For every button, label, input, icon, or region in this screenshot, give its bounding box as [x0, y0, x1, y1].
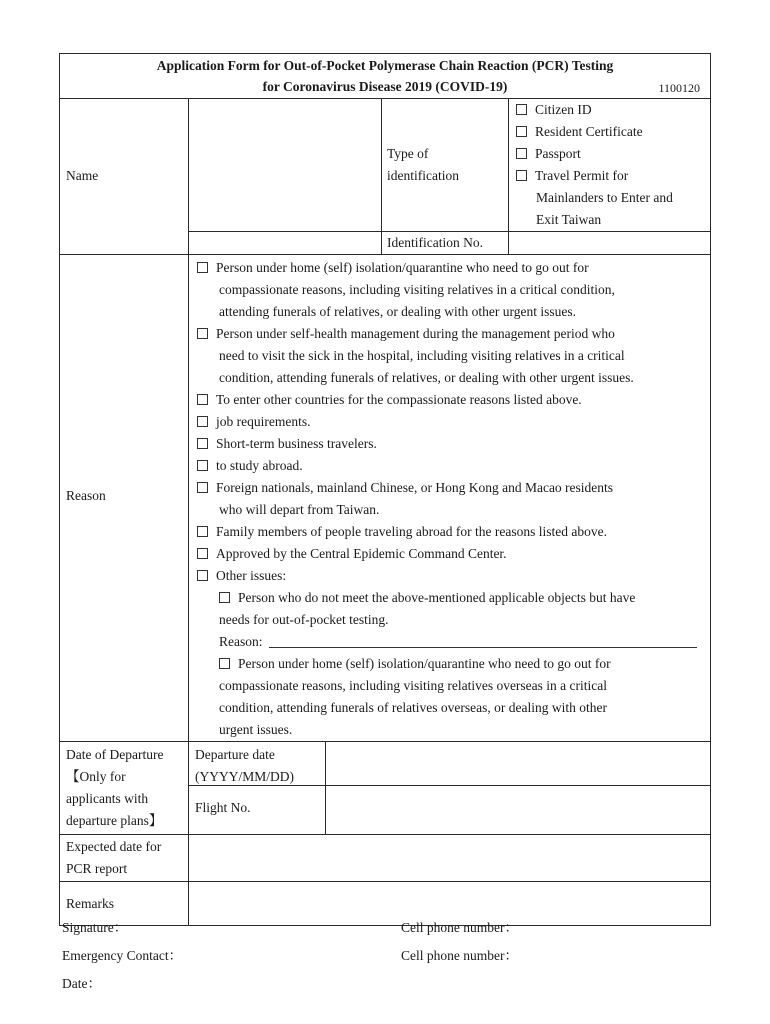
id-option-travel-permit[interactable]: Travel Permit for: [516, 165, 704, 187]
id-type-label: [381, 99, 508, 231]
checkbox[interactable]: [516, 170, 527, 181]
id-no-field[interactable]: [508, 232, 710, 254]
id-type-label-line1: Type of: [387, 146, 429, 161]
reason-text: To enter other countries for the compassionate reasons listed above.: [216, 392, 582, 407]
remarks-row: [60, 881, 710, 925]
reason-text: Person under home (self) isolation/quarantine who need to go out for: [216, 260, 589, 275]
pcr-application-form: [59, 53, 711, 926]
reason-line[interactable]: [197, 433, 702, 455]
expected-row: [60, 834, 710, 881]
signature-label: Signature：: [62, 920, 128, 935]
title-row: [60, 54, 710, 98]
id-option-passport[interactable]: Passport: [516, 143, 704, 165]
id-option-travel-permit-cont1: Mainlanders to Enter and: [536, 190, 673, 205]
reason-text: Person under home (self) isolation/quarantine who need to go out for: [238, 656, 611, 671]
reason-text: need to visit the sick in the hospital, including visiting relatives in a critical: [219, 348, 625, 363]
form-number: 1100120: [658, 81, 700, 95]
reason-line: [197, 697, 702, 719]
checkbox[interactable]: [197, 394, 208, 405]
name-label: Name: [66, 168, 99, 183]
reason-text: attending funerals of relatives, or dealing with other urgent issues.: [219, 304, 577, 319]
reason-line[interactable]: [197, 521, 702, 543]
reason-text: who will depart from Taiwan.: [219, 502, 380, 517]
reason-line: [197, 345, 702, 367]
checkbox[interactable]: [197, 262, 208, 273]
reason-text: condition, attending funerals of relatives overseas, or dealing with other: [219, 700, 608, 715]
form-title-line2: for Coronavirus Disease 2019 (COVID-19): [262, 79, 508, 94]
checkbox[interactable]: [219, 592, 230, 603]
flight-no-field[interactable]: [326, 785, 710, 830]
reason-text: job requirements.: [216, 414, 311, 429]
checkbox[interactable]: [516, 126, 527, 137]
checkbox[interactable]: [219, 658, 230, 669]
checkbox[interactable]: [197, 482, 208, 493]
reason-line: [197, 675, 702, 697]
reason-label: Reason: [66, 488, 106, 503]
reason-line[interactable]: [197, 323, 702, 345]
departure-fields-values: [325, 742, 710, 834]
form-title-line1: Application Form for Out-of-Pocket Polymerase Chain Reaction (PCR) Testing: [156, 58, 614, 73]
departure-label: [60, 742, 188, 834]
reason-text: Person under self-health management during the management period who: [216, 326, 615, 341]
reason-line: [197, 279, 702, 301]
reason-options: [188, 255, 710, 741]
sub-reason-label: Reason:: [219, 634, 263, 649]
expected-date-field[interactable]: [188, 835, 710, 881]
sub-reason-row: [197, 631, 702, 653]
checkbox[interactable]: [197, 526, 208, 537]
reason-text: urgent issues.: [219, 722, 293, 737]
reason-text: needs for out-of-pocket testing.: [219, 612, 389, 627]
cell-phone-label-1: Cell phone number：: [401, 920, 518, 935]
name-field-lower[interactable]: [188, 232, 381, 254]
reason-line: [197, 301, 702, 323]
reason-line: [197, 719, 702, 741]
reason-text: Foreign nationals, mainland Chinese, or Hong Kong and Macao residents: [216, 480, 614, 495]
reason-text: condition, attending funerals of relatives, or dealing with other urgent issues.: [219, 370, 634, 385]
id-no-label: Identification No.: [381, 232, 508, 254]
departure-label-line2: 【Only for: [66, 769, 126, 784]
name-field[interactable]: [188, 99, 381, 231]
id-type-options: [508, 99, 710, 231]
reason-line[interactable]: [197, 411, 702, 433]
departure-label-line4: departure plans】: [66, 813, 163, 828]
id-option-citizen-id[interactable]: Citizen ID: [516, 99, 704, 121]
reason-line[interactable]: [197, 587, 702, 609]
checkbox[interactable]: [197, 460, 208, 471]
reason-line[interactable]: [197, 455, 702, 477]
reason-row: [60, 254, 710, 741]
checkbox[interactable]: [516, 148, 527, 159]
departure-date-label: Departure date (YYYY/MM/DD): [195, 747, 294, 784]
checkbox[interactable]: [197, 328, 208, 339]
reason-line[interactable]: [197, 565, 702, 587]
reason-text: compassionate reasons, including visiting relatives overseas in a critical: [219, 678, 608, 693]
checkbox[interactable]: [197, 438, 208, 449]
reason-line[interactable]: [197, 389, 702, 411]
checkbox[interactable]: [197, 416, 208, 427]
checkbox[interactable]: [197, 548, 208, 559]
reason-line: [197, 499, 702, 521]
id-type-label-line2: identification: [387, 168, 459, 183]
reason-text: compassionate reasons, including visiting relatives in a critical condition,: [219, 282, 615, 297]
reason-line[interactable]: [197, 653, 702, 675]
checkbox[interactable]: [197, 570, 208, 581]
reason-line: [197, 609, 702, 631]
reason-line[interactable]: [197, 257, 702, 279]
departure-label-line1: Date of Departure: [66, 747, 164, 762]
reason-text: Short-term business travelers.: [216, 436, 377, 451]
departure-fields-labels: [188, 742, 325, 834]
reason-text: Other issues:: [216, 568, 287, 583]
reason-line: [197, 367, 702, 389]
cell-phone-label-2: Cell phone number：: [401, 948, 518, 963]
id-option-resident-certificate[interactable]: Resident Certificate: [516, 121, 704, 143]
reason-text: to study abroad.: [216, 458, 303, 473]
departure-row: [60, 741, 710, 834]
name-row: [60, 98, 710, 254]
sub-reason-input[interactable]: [269, 633, 697, 648]
reason-text: Approved by the Central Epidemic Command Center.: [216, 546, 507, 561]
id-option-travel-permit-cont2: Exit Taiwan: [536, 212, 602, 227]
form-title: [60, 54, 710, 98]
departure-label-line3: applicants with: [66, 791, 149, 806]
flight-no-label: Flight No.: [189, 785, 325, 829]
reason-line[interactable]: [197, 477, 702, 499]
reason-line[interactable]: [197, 543, 702, 565]
date-label: Date：: [62, 976, 101, 991]
emergency-contact-label: Emergency Contact：: [62, 948, 183, 963]
checkbox[interactable]: [516, 104, 527, 115]
expected-date-label: Expected date for PCR report: [66, 839, 162, 876]
reason-text: Family members of people traveling abroad for the reasons listed above.: [216, 524, 608, 539]
departure-date-field[interactable]: [326, 742, 710, 785]
remarks-label: Remarks: [66, 895, 114, 911]
reason-text: Person who do not meet the above-mentioned applicable objects but have: [238, 590, 636, 605]
